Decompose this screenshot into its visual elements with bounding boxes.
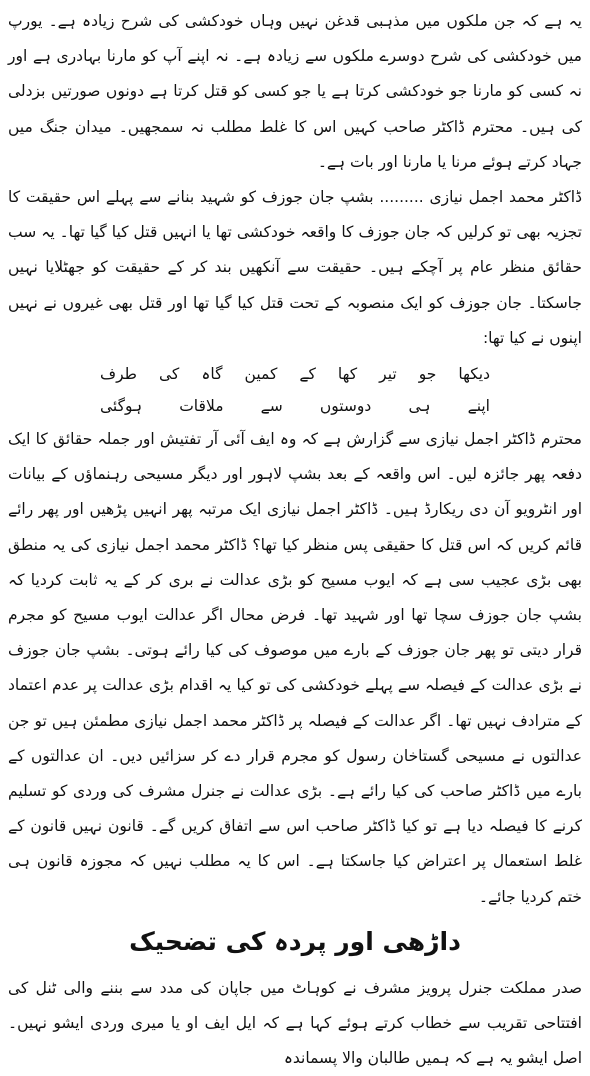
paragraph-suicide-rates: یہ ہے کہ جن ملکوں میں مذہبی قدغن نہیں وہاں خودکشی کی شرح زیادہ ہے۔ یورپ میں خودکشی کی شرح دوسرے ملکوں سے زیادہ ہے۔ نہ اپنے آپ کو مارنا بہادری ہے اور نہ کسی کو مارنا جو خودکشی کرتا ہے یا جو کسی کو قتل کرتا ہے دونوں صورتیں بزدلی کی ہیں۔ محترم ڈاکٹر صاحب کہیں اس کا غلط مطلب نہ سمجھیں۔ میدان جنگ میں جہاد کرتے ہوئے مرنا یا مارنا اور بات ہے۔	[8, 12, 582, 171]
poem-couplet	[8, 358, 582, 422]
poem-verse-2: اپنے ہی دوستوں سے ملاقات ہوگئی	[100, 397, 490, 416]
poem-verse-1: دیکھا جو تیر کھا کے کمین گاہ کی طرف	[100, 365, 490, 384]
paragraph-request-to-dr-niazi: محترم ڈاکٹر اجمل نیازی سے گزارش ہے کہ وہ ایف آئی آر تفتیش اور جملہ حقائق کا ایک دفعہ پھر جائزہ لیں۔ اس واقعہ کے بعد بشپ لاہور اور دیگر مسیحی رہنماؤں کے بیانات اور انٹرویو آن دی ریکارڈ ہیں۔ ڈاکٹر اجمل نیازی ایک مرتبہ پھر انہیں پڑھیں اور پھر رائے قائم کریں کہ اس قتل کا حقیقی پس منظر کیا تھا؟ ڈاکٹر محمد اجمل نیازی کی یہ منطق بھی بڑی عجیب سی ہے کہ ایوب مسیح کو بڑی عدالت نے بری کر کے یہ ثابت کردیا کہ بشپ جان جوزف سچا تھا اور شہید تھا۔ فرض محال اگر عدالت ایوب مسیح کو مجرم قرار دیتی تو پھر جان جوزف کے بارے میں موصوف کی کیا رائے ہوتی۔ بشپ جان جوزف نے بڑی عدالت کے فیصلہ سے پہلے خودکشی کی تو کیا یہ اقدام بڑی عدالت پر عدم اعتماد کے مترادف نہیں تھا۔ اگر عدالت کے فیصلہ پر ڈاکٹر محمد اجمل نیازی مطمئن ہیں تو جن عدالتوں نے مسیحی گستاخان رسول کو مجرم قرار دے کر سزائیں دیں۔ ان عدالتوں کے بارے میں ڈاکٹر صاحب کی کیا رائے ہے۔ بڑی عدالت نے جنرل مشرف کی وردی کو تسلیم کرنے کا فیصلہ دیا ہے تو کیا ڈاکٹر صاحب اس سے اتفاق کریں گے۔ قانون نہیں قانون کے غلط استعمال پر اعتراض کیا جاسکتا ہے۔ اس کا یہ مطلب نہیں کہ مجوزہ قانون ہی ختم کردیا جائے۔	[8, 430, 582, 906]
paragraph-bishop-john-joseph: ڈاکٹر محمد اجمل نیازی ......... بشپ جان جوزف کو شہید بنانے سے پہلے اس حقیقت کا تجزیہ بھی تو کرلیں کہ جان جوزف کا واقعہ خودکشی تھا یا انہیں قتل کیا گیا تھا۔ یہ سب حقائق منظر عام پر آچکے ہیں۔ حقیقت سے آنکھیں بند کر کے حقیقت کو جھٹلایا نہیں جاسکتا۔ جان جوزف کو ایک منصوبہ کے تحت قتل کیا گیا تھا اور قتل بھی غیروں نے نہیں اپنوں نے کیا تھا:	[8, 188, 582, 347]
section-heading: داڑھی اور پردہ کی تضحیک	[129, 926, 461, 956]
paragraph-president-musharraf: صدر مملکت جنرل پرویز مشرف نے کوہاٹ میں جاپان کی مدد سے بننے والی ٹنل کی افتتاحی تقریب سے خطاب کرتے ہوئے کہا ہے کہ ایل ایف او یا میری وردی ایشو نہیں۔ اصل ایشو یہ ہے کہ ہمیں طالبان والا پسماندہ	[8, 978, 582, 1068]
